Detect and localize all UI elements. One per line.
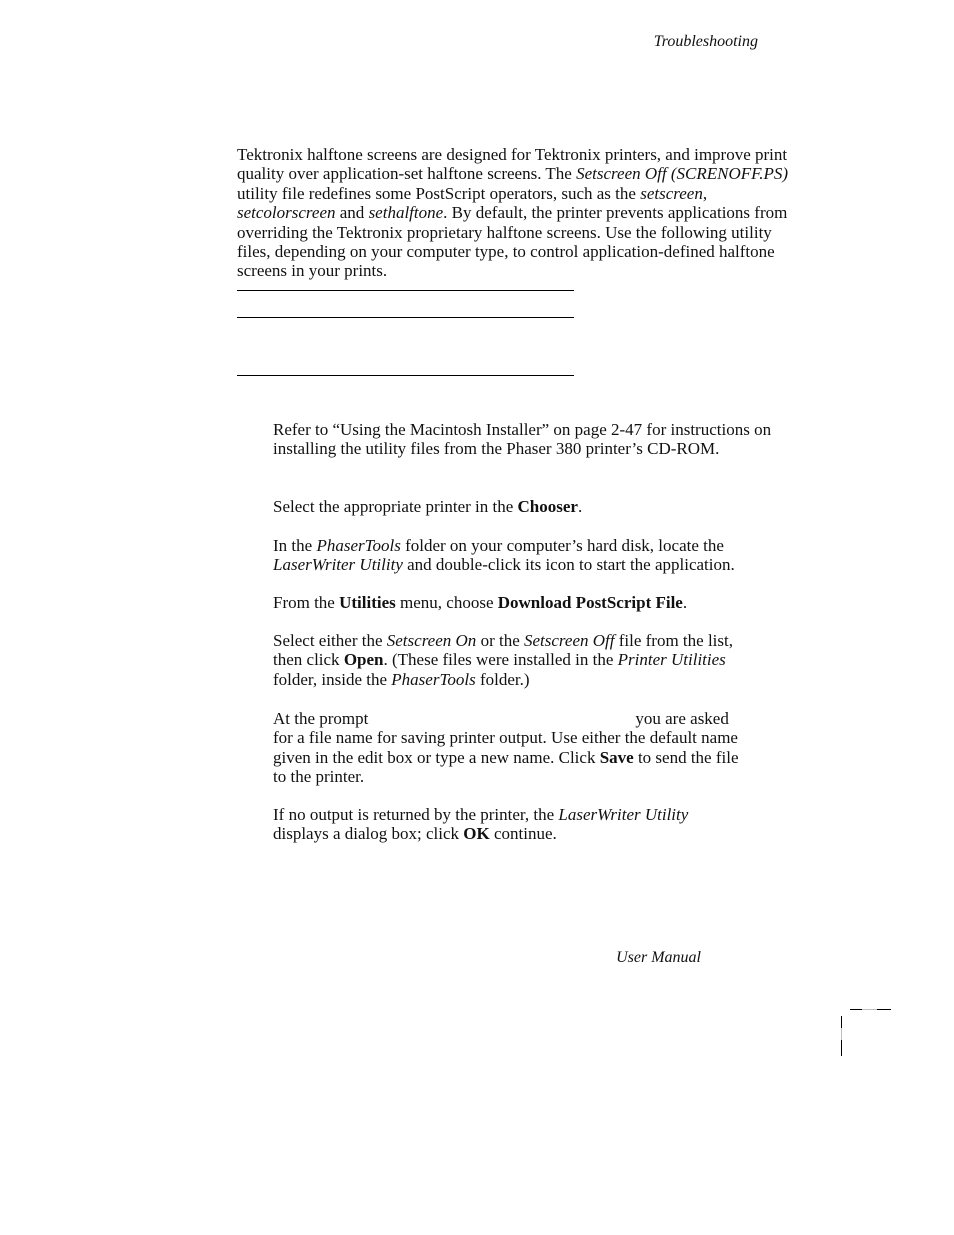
intro-paragraph: Tektronix halftone screens are designed for Tektronix printers, and improve print quality over application-set halftone screens. The Setscreen Off (SCRENOFF.PS) utility file redefines some PostScript operators, such as the setscreen, setcolorscreen and sethalftone. By default, the printer prevents applications from overriding the Tektronix proprietary halftone screens. Use the following utility files, depending on your computer type, to control application-defined halftone screens in your prints. <box>237 145 789 281</box>
table-rule-middle <box>237 317 574 318</box>
step-install-utilities: Refer to “Using the Macintosh Installer” on page 2-47 for instructions on installing the utility files from the Phaser 380 printer’s CD-ROM. <box>273 420 772 459</box>
step-select-setscreen-file: Select either the Setscreen On or the Setscreen Off file from the list, then click Open. (These files were installed in the Printer Utilities folder, inside the PhaserTools folder.) <box>273 631 733 689</box>
table-rule-bottom <box>237 375 574 376</box>
crop-mark-horizontal-accent <box>862 1009 877 1010</box>
step-download-postscript-file: From the Utilities menu, choose Download PostScript File. <box>273 593 688 612</box>
step-select-printer: Select the appropriate printer in the Chooser. <box>273 497 583 516</box>
step-open-laserwriter-utility: In the PhaserTools folder on your computer’s hard disk, locate the LaserWriter Utility and double-click its icon to start the application. <box>273 536 735 575</box>
crop-mark-vertical-accent <box>841 1028 842 1040</box>
table-rule-top <box>237 290 574 291</box>
step-dialog-ok: If no output is returned by the printer, the LaserWriter Utility displays a dialog box; click OK continue. <box>273 805 689 844</box>
running-header: Troubleshooting <box>653 33 758 50</box>
running-footer: User Manual <box>616 949 701 966</box>
step-save-output: At the prompt you are asked for a file name for saving printer output. Use either the default name given in the edit box or type a new name. Click Save to send the file to the printer. <box>273 709 739 787</box>
